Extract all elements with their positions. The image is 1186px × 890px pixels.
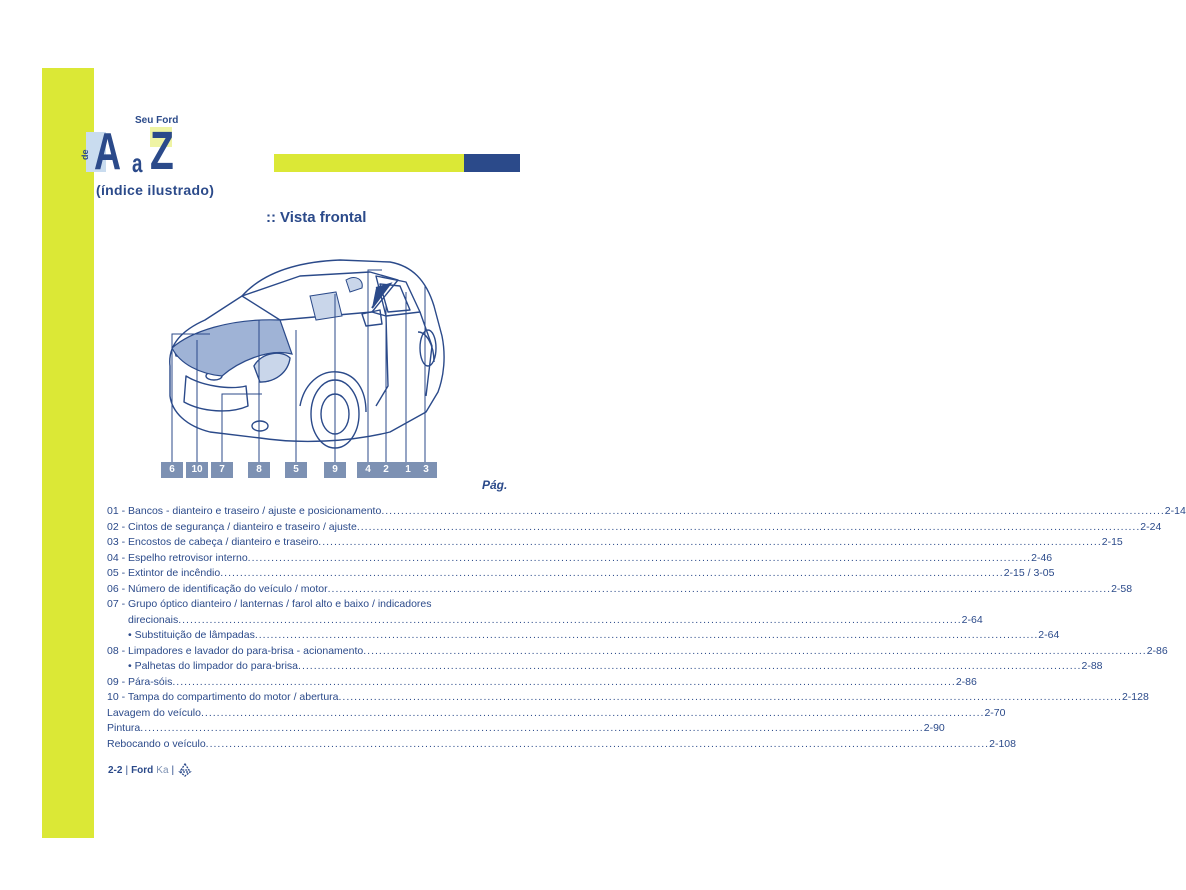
de-label: de xyxy=(80,149,90,160)
dot-leader: ........................................................................................................................................................................................................ xyxy=(247,551,1032,564)
dot-leader: ........................................................................................................................................................................................................ xyxy=(205,737,990,750)
index-entry-page: 2-15 xyxy=(1101,536,1123,548)
index-entry-page: 2-46 xyxy=(1031,551,1053,564)
index-entry-page: 2-64 xyxy=(1038,629,1060,641)
index-row xyxy=(107,613,983,630)
dot-leader: ........................................................................................................................................................................................................ xyxy=(363,644,1147,657)
index-entry-page: 2-24 xyxy=(1140,520,1162,533)
callout-9: 9 xyxy=(324,462,346,478)
index-row xyxy=(107,598,519,614)
dot-leader: ........................................................................................................................................................................................................ xyxy=(318,536,1102,548)
index-row xyxy=(107,505,1186,521)
index-row xyxy=(107,567,1055,583)
index-entry-text: 01 - Bancos - dianteiro e traseiro / ajuste e posicionamento xyxy=(107,505,382,517)
index-row xyxy=(107,722,945,738)
dot-leader: ........................................................................................................................................................................................................ xyxy=(327,582,1112,595)
index-entry-text: 09 - Pára-sóis xyxy=(107,675,173,688)
dot-leader: ........................................................................................................................................................................................................ xyxy=(298,660,1082,672)
index-entry-page: 2-58 xyxy=(1111,582,1133,595)
index-row xyxy=(107,644,1168,661)
index-row xyxy=(107,520,1162,537)
dot-leader: ........................................................................................................................................................................................................ xyxy=(356,520,1141,533)
dot-leader: ........................................................................................................................................................................................................ xyxy=(200,706,985,719)
index-list xyxy=(107,505,1186,753)
index-entry-text: 07 - Grupo óptico dianteiro / lanternas / farol alto e baixo / indicadores xyxy=(107,598,432,610)
section-title-text: Vista frontal xyxy=(280,209,367,226)
dot-leader: ........................................................................................................................................................................................................ xyxy=(220,567,1004,579)
index-row xyxy=(107,582,1133,599)
index-entry-text: direcionais xyxy=(128,613,179,626)
index-entry-page: 2-128 xyxy=(1121,691,1149,703)
index-entry-text: • Substituição de lâmpadas xyxy=(128,629,255,641)
index-row xyxy=(107,691,1149,707)
logo-letter-small-a: a xyxy=(132,148,143,178)
index-entry-text: 02 - Cintos de segurança / dianteiro e traseiro / ajuste xyxy=(107,520,357,533)
index-entry-text: Pintura xyxy=(107,722,141,734)
index-row xyxy=(107,660,1103,676)
footer-separator: | xyxy=(125,764,129,776)
dot-leader: ........................................................................................................................................................................................................ xyxy=(140,722,924,734)
seu-ford-label: Seu Ford xyxy=(135,115,179,126)
page-column-label: Pág. xyxy=(482,478,508,492)
dot-leader: ........................................................................................................................................................................................................ xyxy=(172,675,956,688)
footer-brand: Ford xyxy=(131,764,154,776)
dot-leader: ........................................................................................................................................................................................................ xyxy=(178,613,962,626)
index-entry-text: • Palhetas do limpador do para-brisa xyxy=(128,660,299,672)
index-entry-text: Lavagem do veículo xyxy=(107,706,201,719)
index-entry-page: 2-14 xyxy=(1164,505,1186,517)
recycle-icon xyxy=(177,763,193,777)
index-entry-page: 2-70 xyxy=(984,706,1006,719)
index-entry-page: 2-90 xyxy=(923,722,945,734)
dot-leader: ........................................................................................................................................................................................................ xyxy=(338,691,1122,703)
dot-leader: ........................................................................................................................................................................................................ xyxy=(254,629,1039,641)
footer xyxy=(108,763,193,777)
index-entry-text: 03 - Encostos de cabeça / dianteiro e traseiro xyxy=(107,536,319,548)
index-row xyxy=(107,737,1016,754)
index-entry-page: 2-86 xyxy=(955,675,977,688)
page-subtitle: (índice ilustrado) xyxy=(96,182,215,198)
index-entry-text: 04 - Espelho retrovisor interno xyxy=(107,551,248,564)
logo-letter-a: A xyxy=(94,123,122,181)
footer-page-number: 2-2 xyxy=(108,764,123,776)
index-row xyxy=(107,706,1006,723)
callout-8: 8 xyxy=(248,462,270,478)
callout-7: 7 xyxy=(211,462,233,478)
callout-6: 6 xyxy=(161,462,183,478)
index-entry-page: 2-108 xyxy=(989,737,1016,750)
index-entry-page: 2-15 / 3-05 xyxy=(1003,567,1055,579)
index-entry-text: Rebocando o veículo xyxy=(107,737,206,750)
callout-10: 10 xyxy=(186,462,208,478)
index-row xyxy=(107,629,1060,645)
dot-leader: ........................................................................................................................................................................................................ xyxy=(381,505,1165,517)
index-row xyxy=(107,536,1123,552)
callout-4: 4 xyxy=(357,462,379,478)
index-row xyxy=(107,675,977,692)
footer-model: Ka xyxy=(156,764,169,776)
index-row xyxy=(107,551,1053,568)
index-entry-page: 2-88 xyxy=(1081,660,1103,672)
index-entry-page: 2-64 xyxy=(961,613,983,626)
callout-3: 3 xyxy=(415,462,437,478)
footer-separator-2: | xyxy=(171,764,175,776)
index-entry-text: 06 - Número de identificação do veículo / motor xyxy=(107,582,328,595)
section-dots: :: xyxy=(266,209,276,226)
callout-2: 2 xyxy=(375,462,397,478)
index-entry-text: 05 - Extintor de incêndio xyxy=(107,567,221,579)
callout-5: 5 xyxy=(285,462,307,478)
index-entry-page: 2-86 xyxy=(1146,644,1168,657)
index-entry-text: 08 - Limpadores e lavador do para-brisa - acionamento xyxy=(107,644,364,657)
index-entry-text: 10 - Tampa do compartimento do motor / abertura xyxy=(107,691,339,703)
callout-1: 1 xyxy=(397,462,419,478)
logo-letter-z: Z xyxy=(150,121,174,181)
